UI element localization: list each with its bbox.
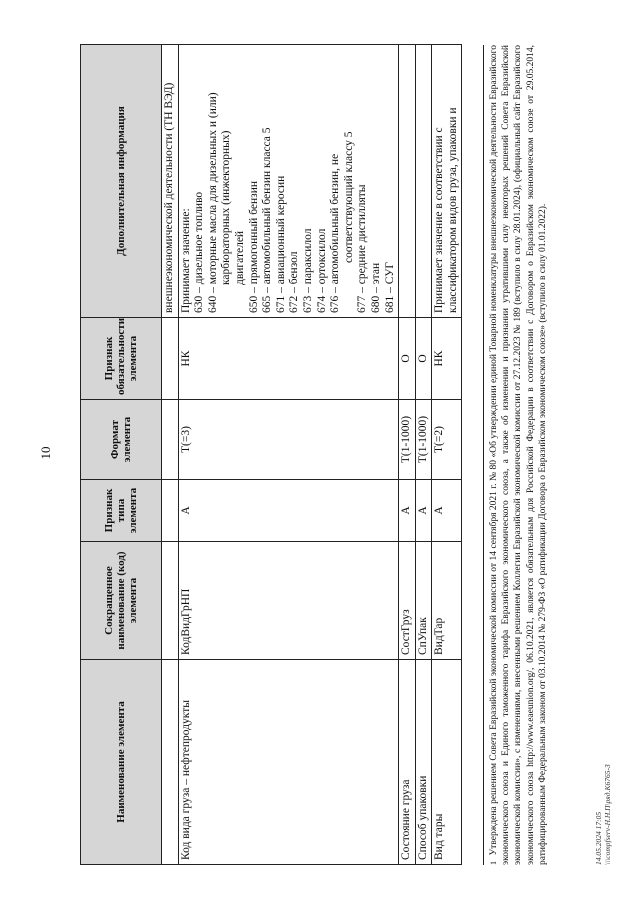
footnote-mark: 1 xyxy=(489,861,498,865)
row-format: Т(=3) xyxy=(178,400,399,480)
row-name: Код вида груза – нефтепродукты xyxy=(178,660,399,865)
row-type: А xyxy=(399,480,416,542)
header-required: Признак обязательности элемента xyxy=(81,318,162,400)
row-required: О xyxy=(399,318,416,400)
row-name: Способ упаковки xyxy=(415,660,432,865)
info-line: 665 – автомобильный бензин класса 5 xyxy=(261,127,274,313)
row-required: НК xyxy=(432,318,462,400)
footnote-text: Утверждена решением Совета Евразийской экономической комиссии от 14 сентября 2021 г. № 80 «Об утверждении единой Товарной номенклатуры внешнеэкономической деятельности Евразийского экономического союза и Единого таможенного тарифа Евразийского экономического союза, а также об изменении и признании утратившими силу некоторых решений Совета Евразийской экономической комиссии», с изменениями, внесенными решением Коллегии Евразийской экономической комиссии от 27.12.2023 № 189 (вступило в силу 28.01.2024), (официальный сайт Евразийского экономического союза http://www.eaeunion.org/, 06.10.2021, является обязательным для Российской Федерации в соответствии с Договором о Евразийском экономическом союзе от 29.05.2014, ратифицированным Федеральным законом от 03.10.2014 № 279-ФЗ «О ратификации Договора о Евразийском экономическом союзе» (вступило в силу 01.01.2022). xyxy=(489,44,548,865)
info-line: двигателей xyxy=(233,230,246,285)
row-name: Состояние груза xyxy=(399,660,416,865)
header-format: Формат элемента xyxy=(81,400,162,480)
page-number: 10 xyxy=(38,446,53,460)
header-type: Признак типа элемента xyxy=(81,480,162,542)
row-code: СостГруз xyxy=(399,542,416,660)
header-code: Сокращенное наименование (код) элемента xyxy=(81,542,162,660)
header-name: Наименование элемента xyxy=(81,660,162,865)
row-format: Т(1-1000) xyxy=(415,400,432,480)
row-format: Т(1-1000) xyxy=(399,400,416,480)
info-line: 671 – авиационный керосин xyxy=(274,175,287,313)
info-line: соответствующий классу 5 xyxy=(342,131,355,263)
row-type: А xyxy=(415,480,432,542)
continuation-info: внешнеэкономической деятельности (ТН ВЭД) xyxy=(162,45,179,318)
row-type: А xyxy=(432,480,462,542)
info-line: 672 – бензол xyxy=(288,251,301,313)
row-required: НК xyxy=(178,318,399,400)
row-name: Вид тары xyxy=(432,660,462,865)
print-stamp xyxy=(594,625,612,865)
row-format: Т(=2) xyxy=(432,400,462,480)
info-line: 676 – автомобильный бензин, не xyxy=(329,153,342,313)
row-type: А xyxy=(178,480,399,542)
row-info: Принимает значение в соответствии с классификатором видов груза, упаковки и xyxy=(432,45,462,318)
row-required: О xyxy=(415,318,432,400)
data-elements-table xyxy=(80,44,462,865)
info-line: карбюраторных (инжекторных) xyxy=(220,130,233,285)
table-header-row xyxy=(81,45,162,865)
stamp-date: 14.05.2024 17:05 xyxy=(594,811,603,865)
row-code: ВидТар xyxy=(432,542,462,660)
info-line: 640 – моторные масла для дизельных и (или) xyxy=(206,92,219,313)
table-row xyxy=(399,45,416,865)
table-row xyxy=(415,45,432,865)
footnote xyxy=(483,45,549,865)
info-line: 650 – прямогонный бензин xyxy=(247,180,260,313)
info-line: 680 – этан xyxy=(369,262,382,313)
info-line: 674 – ортоксилол xyxy=(315,228,328,313)
info-line: 630 – дизельное топливо xyxy=(193,191,206,313)
info-line: 681 – СУГ xyxy=(383,261,396,313)
stamp-path: \\\compfserv-Н.Н.П\ряд.К6765-3 xyxy=(603,764,612,865)
row-code: СпУпак xyxy=(415,542,432,660)
info-line: 677 – средние дистилляты xyxy=(356,184,369,313)
table-row xyxy=(178,45,399,865)
table-row xyxy=(432,45,462,865)
table-row xyxy=(162,45,179,865)
row-info xyxy=(178,45,399,318)
row-info xyxy=(399,45,416,318)
info-line: 673 – параксилол xyxy=(301,228,314,313)
row-info xyxy=(415,45,432,318)
info-line: Принимает значение: xyxy=(179,208,192,313)
row-code: КодВидГрНП xyxy=(178,542,399,660)
header-info: Дополнительная информация xyxy=(81,45,162,318)
